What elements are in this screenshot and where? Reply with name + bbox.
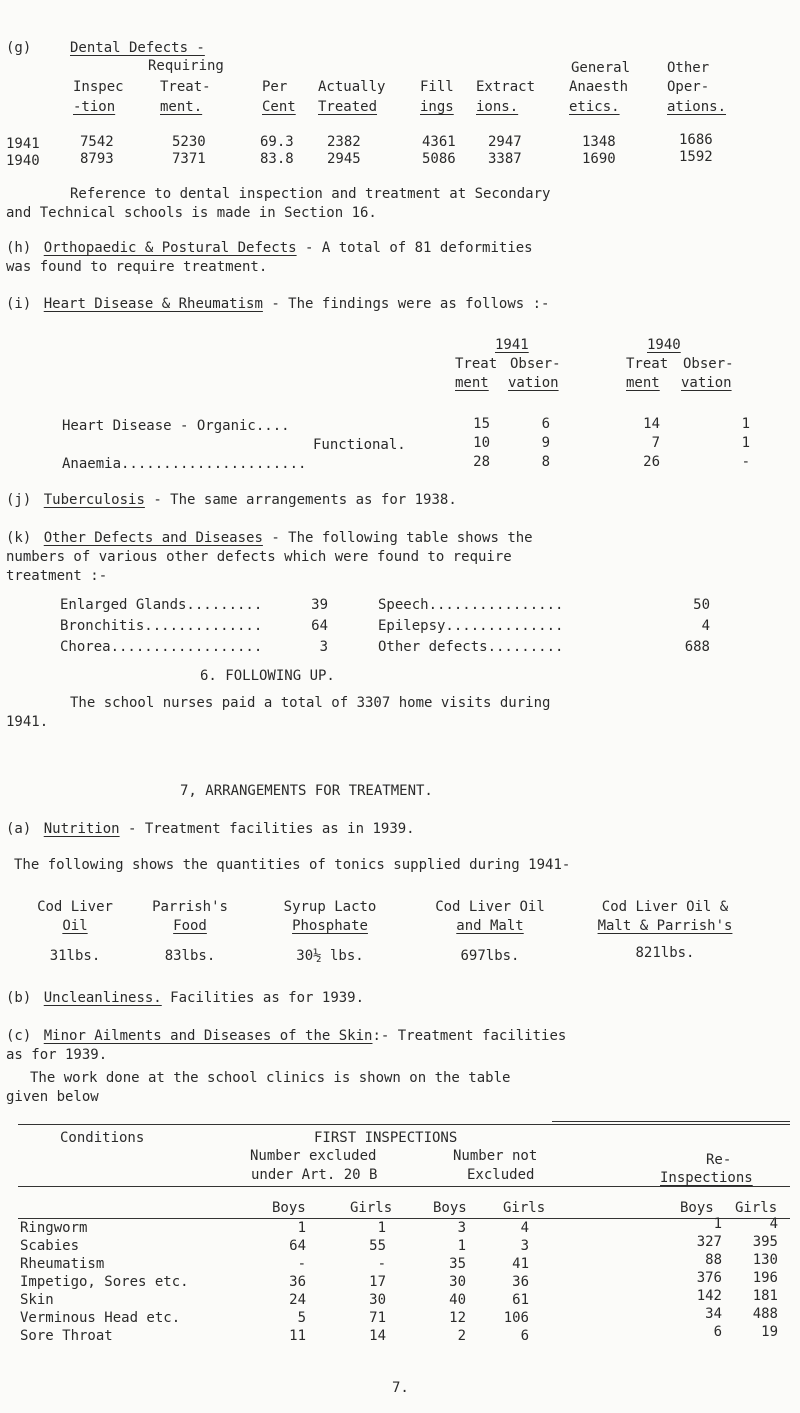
dental-header: ions. — [476, 99, 519, 115]
heart-header: Obser- — [510, 356, 561, 372]
section-label-g: (g) — [6, 40, 32, 56]
table-cell: 1 — [457, 1238, 466, 1254]
table-rule — [18, 1218, 790, 1219]
table-cell: 6 — [713, 1324, 722, 1340]
heart-header: vation — [508, 375, 559, 391]
col-header: Excluded — [467, 1167, 535, 1183]
cell: 15 — [473, 416, 490, 432]
table-cell: 35 — [449, 1256, 466, 1272]
clinic-text: The work done at the school clinics is shown on the table — [30, 1070, 511, 1086]
heart-row-label: Heart Disease - Organic.... — [62, 418, 290, 434]
dental-header: Requiring — [148, 58, 224, 74]
table-cell: 19 — [761, 1324, 778, 1340]
table-cell: 130 — [752, 1252, 778, 1268]
col-header: under Art. 20 B — [251, 1167, 378, 1183]
heart-title: Heart Disease & Rheumatism — [43, 296, 263, 312]
nutrition-title: Nutrition — [43, 821, 120, 837]
section-j: (j) Tuberculosis - The same arrangements as for 1938. — [6, 492, 457, 508]
defect-value: 3 — [319, 639, 328, 655]
cell: 5230 — [172, 134, 206, 150]
cell: 10 — [473, 435, 490, 451]
dental-title: Dental Defects - — [70, 40, 205, 56]
cell: 9 — [541, 435, 550, 451]
cell: 5086 — [422, 151, 456, 167]
cell: 26 — [643, 454, 660, 470]
table-cell: 4 — [769, 1216, 778, 1232]
dental-header: -tion — [73, 99, 116, 115]
tonic-header: Cod Liver Oil — [435, 899, 545, 915]
table-cell: 40 — [449, 1292, 466, 1308]
tonic-header: Cod Liver — [37, 899, 113, 915]
dental-header: ment. — [160, 99, 203, 115]
tonic-value: 30½ lbs. — [296, 948, 364, 964]
unclean-title: Uncleanliness. — [43, 990, 162, 1006]
cell: 8 — [541, 454, 550, 470]
cell: 14 — [643, 416, 660, 432]
col-header-boys: Boys — [272, 1200, 306, 1216]
tonic-header: Oil — [62, 918, 88, 934]
defect-item: Bronchitis.............. — [60, 618, 263, 634]
table-cell: 11 — [289, 1328, 306, 1344]
other-text: numbers of various other defects which were found to require — [6, 549, 512, 565]
table-cell: 327 — [696, 1234, 722, 1250]
heart-header: vation — [681, 375, 732, 391]
cell: 7 — [651, 435, 660, 451]
table-cell: 14 — [369, 1328, 386, 1344]
page-number: 7. — [392, 1380, 409, 1396]
section-b: (b) Uncleanliness. Facilities as for 1939. — [6, 990, 365, 1006]
col-header-boys: Boys — [680, 1200, 714, 1216]
cell: - — [741, 454, 750, 470]
heart-header: Treat — [455, 356, 498, 372]
cell: 28 — [473, 454, 490, 470]
cell: 7371 — [172, 151, 206, 167]
cell: 1 — [741, 435, 750, 451]
table-cell: 36 — [289, 1274, 306, 1290]
cell: 1348 — [582, 134, 616, 150]
col-header: Inspections — [660, 1170, 753, 1186]
table-cell: 71 — [369, 1310, 386, 1326]
table-top-rule — [18, 1124, 790, 1125]
table-cell: 41 — [512, 1256, 529, 1272]
section-h: (h) Orthopaedic & Postural Defects - A total of 81 deformities — [6, 240, 533, 256]
tonic-header: Food — [173, 918, 207, 934]
condition-name: Impetigo, Sores etc. — [20, 1274, 189, 1290]
clinic-text: given below — [6, 1089, 99, 1105]
table-cell: - — [297, 1256, 306, 1272]
section-i: (i) Heart Disease & Rheumatism - The findings were as follows :- — [6, 296, 550, 312]
condition-name: Scabies — [20, 1238, 80, 1254]
table-cell: 64 — [289, 1238, 306, 1254]
cell: 1690 — [582, 151, 616, 167]
tonic-header: Malt & Parrish's — [597, 918, 733, 934]
tonic-value: 697lbs. — [460, 948, 520, 964]
defect-item: Enlarged Glands......... — [60, 597, 263, 613]
table-cell: 55 — [369, 1238, 386, 1254]
col-header-girls: Girls — [503, 1200, 546, 1216]
col-header-girls: Girls — [350, 1200, 393, 1216]
col-header-girls: Girls — [735, 1200, 778, 1216]
section-heading-7: 7, ARRANGEMENTS FOR TREATMENT. — [180, 783, 433, 799]
table-cell: 181 — [752, 1288, 778, 1304]
table-cell: 1 — [297, 1220, 306, 1236]
table-cell: 30 — [449, 1274, 466, 1290]
col-header-boys: Boys — [433, 1200, 467, 1216]
dental-header: Anaesth — [569, 79, 629, 95]
table-cell: 24 — [289, 1292, 306, 1308]
table-cell: 1 — [713, 1216, 722, 1232]
dental-header: ations. — [667, 99, 727, 115]
heart-header: ment — [626, 375, 660, 391]
defect-value: 64 — [311, 618, 328, 634]
other-title: Other Defects and Diseases — [43, 530, 263, 546]
condition-name: Sore Throat — [20, 1328, 113, 1344]
table-cell: 5 — [297, 1310, 306, 1326]
dental-header: Fill — [420, 79, 454, 95]
cell: 1 — [741, 416, 750, 432]
table-cell: 17 — [369, 1274, 386, 1290]
other-text: treatment :- — [6, 568, 108, 584]
cell: 1592 — [679, 149, 713, 165]
condition-name: Ringworm — [20, 1220, 88, 1236]
dental-header: Actually — [318, 79, 386, 95]
cell: 4361 — [422, 134, 456, 150]
tonic-value: 821lbs. — [635, 945, 695, 961]
table-cell: 142 — [696, 1288, 722, 1304]
follow-text: The school nurses paid a total of 3307 home visits during — [70, 695, 551, 711]
cell: 8793 — [80, 151, 114, 167]
cell: 1686 — [679, 132, 713, 148]
year: 1940 — [6, 153, 40, 169]
table-cell: 88 — [705, 1252, 722, 1268]
tonic-header: Parrish's — [152, 899, 228, 915]
cell: 2382 — [327, 134, 361, 150]
cell: 83.8 — [260, 151, 294, 167]
table-cell: 3 — [520, 1238, 529, 1254]
cell: 7542 — [80, 134, 114, 150]
tonic-value: 83lbs. — [164, 948, 216, 964]
table-cell: 36 — [512, 1274, 529, 1290]
table-cell: 1 — [377, 1220, 386, 1236]
year-1940: 1940 — [647, 337, 681, 353]
dental-header: General — [571, 60, 631, 76]
heart-row-label: Functional. — [313, 437, 406, 453]
table-cell: 12 — [449, 1310, 466, 1326]
dental-note: and Technical schools is made in Section 16. — [6, 205, 377, 221]
cell: 2947 — [488, 134, 522, 150]
section-heading-6: 6. FOLLOWING UP. — [200, 668, 335, 684]
table-cell: 4 — [520, 1220, 529, 1236]
defect-item: Other defects......... — [378, 639, 564, 655]
tonic-header: Phosphate — [292, 918, 368, 934]
year: 1941 — [6, 136, 40, 152]
tonic-header: Cod Liver Oil & — [601, 899, 729, 915]
follow-text: 1941. — [6, 714, 49, 730]
table-cell: 3 — [457, 1220, 466, 1236]
col-header: Re- — [706, 1152, 732, 1168]
tonic-header: and Malt — [456, 918, 524, 934]
table-cell: 2 — [457, 1328, 466, 1344]
table-cell: 30 — [369, 1292, 386, 1308]
year-1941: 1941 — [495, 337, 529, 353]
table-cell: 488 — [752, 1306, 778, 1322]
table-cell: 376 — [696, 1270, 722, 1286]
ortho-text: was found to require treatment. — [6, 259, 268, 275]
dental-header: etics. — [569, 99, 620, 115]
condition-name: Skin — [20, 1292, 54, 1308]
table-cell: 61 — [512, 1292, 529, 1308]
dental-header: Oper- — [667, 79, 710, 95]
table-cell: 6 — [520, 1328, 529, 1344]
heart-header: Obser- — [683, 356, 734, 372]
table-cell: 196 — [752, 1270, 778, 1286]
col-header-conditions: Conditions — [60, 1130, 145, 1146]
dental-header: Per — [262, 79, 288, 95]
dental-header: Treat- — [160, 79, 211, 95]
tonic-value: 31lbs. — [49, 948, 101, 964]
dental-header: Treated — [318, 99, 378, 115]
col-header: Number excluded — [250, 1148, 377, 1164]
tonic-header: Syrup Lacto — [283, 899, 377, 915]
dental-header: Cent — [262, 99, 296, 115]
defect-value: 688 — [684, 639, 710, 655]
heart-row-label: Anaemia...................... — [62, 456, 307, 472]
defect-value: 39 — [311, 597, 328, 613]
defect-value: 4 — [701, 618, 710, 634]
cell: 3387 — [488, 151, 522, 167]
heart-header: ment — [455, 375, 489, 391]
heart-header: Treat — [626, 356, 669, 372]
table-cell: 106 — [503, 1310, 529, 1326]
dental-header: ings — [420, 99, 454, 115]
section-c: (c) Minor Ailments and Diseases of the Skin:- Treatment facilities — [6, 1028, 567, 1044]
minor-title: Minor Ailments and Diseases of the Skin — [43, 1028, 373, 1044]
minor-text: as for 1939. — [6, 1047, 108, 1063]
defect-item: Chorea.................. — [60, 639, 263, 655]
col-header: Number not — [453, 1148, 538, 1164]
dental-note: Reference to dental inspection and treatment at Secondary — [70, 186, 551, 202]
table-rule — [552, 1121, 790, 1122]
defect-item: Speech................ — [378, 597, 564, 613]
table-cell: - — [377, 1256, 386, 1272]
dental-header: Other — [667, 60, 710, 76]
cell: 2945 — [327, 151, 361, 167]
dental-header: Extract — [476, 79, 536, 95]
defect-value: 50 — [693, 597, 710, 613]
condition-name: Verminous Head etc. — [20, 1310, 181, 1326]
cell: 69.3 — [260, 134, 294, 150]
tonics-intro: The following shows the quantities of tonics supplied during 1941- — [14, 857, 571, 873]
section-k: (k) Other Defects and Diseases - The following table shows the — [6, 530, 533, 546]
table-rule — [18, 1186, 790, 1187]
table-cell: 395 — [752, 1234, 778, 1250]
dental-header: Inspec — [73, 79, 124, 95]
tb-title: Tuberculosis — [43, 492, 145, 508]
condition-name: Rheumatism — [20, 1256, 105, 1272]
cell: 6 — [541, 416, 550, 432]
col-header-first: FIRST INSPECTIONS — [314, 1130, 458, 1146]
ortho-title: Orthopaedic & Postural Defects — [43, 240, 297, 256]
defect-item: Epilepsy.............. — [378, 618, 564, 634]
section-a: (a) Nutrition - Treatment facilities as in 1939. — [6, 821, 415, 837]
table-cell: 34 — [705, 1306, 722, 1322]
